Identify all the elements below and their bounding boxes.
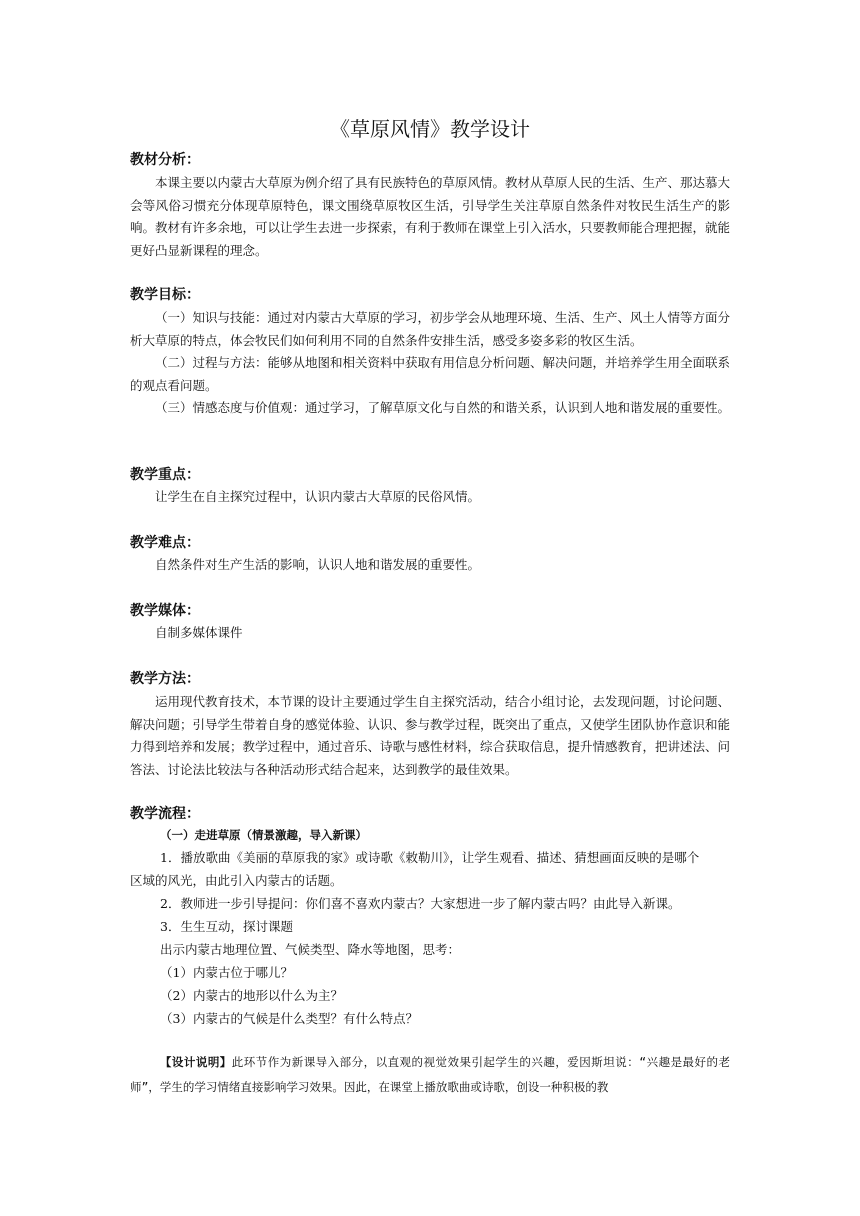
page-title: 《草原风情》教学设计 (330, 117, 530, 141)
process-question-3: （3）内蒙古的气候是什么类型？有什么特点？ (160, 1011, 418, 1026)
analysis-heading: 教材分析： (130, 152, 200, 168)
design-note-text: 此环节作为新课导入部分，以直观的视觉效果引起学生的兴趣，爱因斯坦说：“兴趣是最好的老师”，学生的学习情绪直接影响学习效果。因此，在课堂上播放歌曲或诗歌，创设一种积极的教 (130, 1055, 731, 1094)
key-point-text: 让学生在自主探究过程中，认识内蒙古大草原的民俗风情。 (155, 489, 481, 504)
goals-heading: 教学目标： (130, 287, 200, 303)
process-show-maps: 出示内蒙古地理位置、气候类型、降水等地图，思考： (160, 942, 461, 957)
media-heading: 教学媒体： (130, 603, 200, 619)
goal-item-process: （二）过程与方法：能够从地图和相关资料中获取有用信息分析问题、解决问题，并培养学生用全面联系的观点看问题。 (130, 355, 731, 393)
process-step-1-continued: 区域的风光，由此引入内蒙古的话题。 (130, 873, 343, 888)
process-step-2: 2．教师进一步引导提问：你们喜不喜欢内蒙古？大家想进一步了解内蒙古吗？由此导入新课。 (160, 896, 681, 911)
design-note-label: 【设计说明】 (159, 1055, 232, 1069)
process-question-1: （1）内蒙古位于哪儿？ (160, 965, 293, 980)
process-step-3: 3．生生互动，探讨课题 (160, 919, 293, 934)
process-heading: 教学流程： (130, 806, 200, 822)
difficulty-heading: 教学难点： (130, 535, 200, 551)
method-paragraph: 运用现代教育技术，本节课的设计主要通过学生自主探究活动，结合小组讨论，去发现问题，讨论问题、解决问题；引导学生带着自身的感觉体验、认识、参与教学过程，既突出了重点，又使学生团队协作意识和能力得到培养和发展；教学过程中，通过音乐、诗歌与感性材料，综合获取信息，提升情感教育，把讲述法、问答法、讨论法比较法与各种活动形式结合起来，达到教学的最佳效果。 (130, 694, 731, 777)
method-heading: 教学方法： (130, 671, 200, 687)
goal-item-attitude: （三）情感态度与价值观：通过学习，了解草原文化与自然的和谐关系，认识到人地和谐发展的重要性。 (155, 400, 731, 415)
process-question-2: （2）内蒙古的地形以什么为主？ (160, 988, 343, 1003)
process-step-1: 1．播放歌曲《美丽的草原我的家》或诗歌《敕勒川》，让学生观看、描述、猜想画面反映的是哪个 (160, 850, 700, 865)
goal-item-knowledge: （一）知识与技能：通过对内蒙古大草原的学习，初步学会从地理环境、生活、生产、风土人情等方面分析大草原的特点，体会牧民们如何利用不同的自然条件安排生活，感受多姿多彩的牧区生活。 (130, 310, 731, 348)
design-note (130, 1050, 730, 1100)
media-text: 自制多媒体课件 (155, 625, 243, 640)
key-point-heading: 教学重点： (130, 467, 200, 483)
analysis-paragraph: 本课主要以内蒙古大草原为例介绍了具有民族特色的草原风情。教材从草原人民的生活、生产、那达慕大会等风俗习惯充分体现草原特色，课文围绕草原牧区生活，引导学生关注草原自然条件对牧民生活生产的影响。教材有许多余地，可以让学生去进一步探索，有利于教师在课堂上引入活水，只要教师能合理把握，就能更好凸显新课程的理念。 (130, 175, 731, 258)
difficulty-text: 自然条件对生产生活的影响，认识人地和谐发展的重要性。 (155, 557, 481, 572)
process-section-title: （一）走进草原（情景激趣，导入新课） (160, 828, 367, 842)
